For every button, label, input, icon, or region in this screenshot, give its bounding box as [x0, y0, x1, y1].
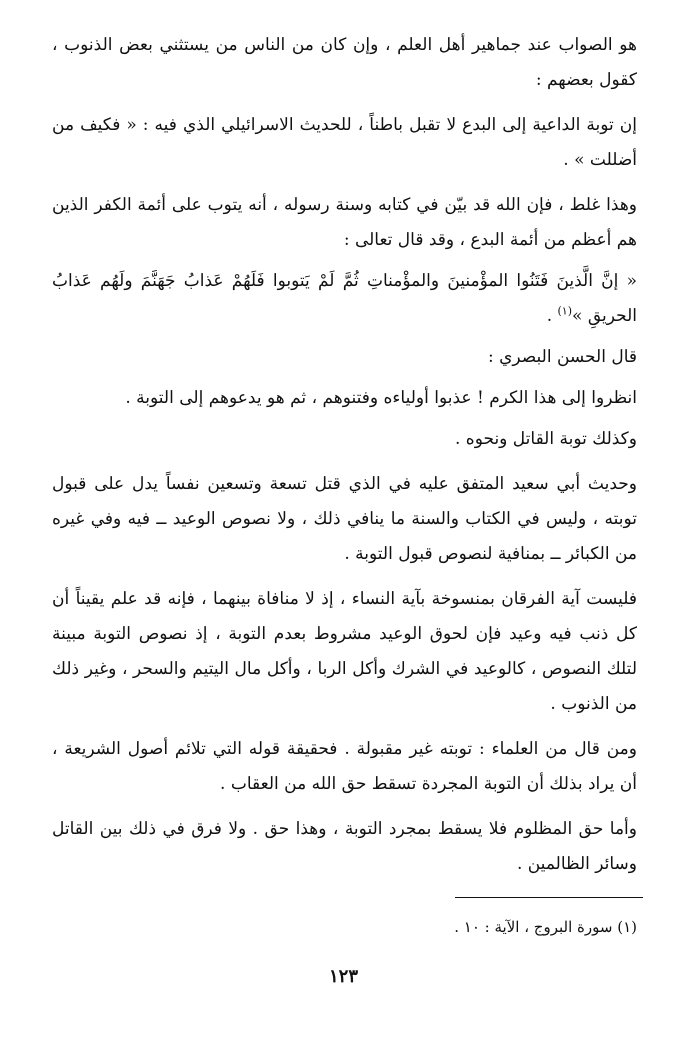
paragraph-scholars: ومن قال من العلماء : توبته غير مقبولة . فحقيقة قوله التي تلائم أصول الشريعة ، أن يراد بذلك أن التوبة المجردة تسقط حق الله من العقاب . — [52, 739, 637, 794]
paragraph-hadith: وحديث أبي سعيد المتفق عليه في الذي قتل تسعة وتسعين نفساً يدل على قبول توبته ، وليس في الكتاب والسنة ما ينافي ذلك ، ولا نصوص الوعيد ــ فيه وفي غيره من الكبائر ــ بمنافية لنصوص قبول التوبة . — [52, 474, 637, 564]
footnote-marker: (١) — [557, 304, 573, 318]
paragraph-2: إن توبة الداعية إلى البدع لا تقبل باطناً ، للحديث الاسرائيلي الذي فيه : « فكيف من أضللت » . — [52, 115, 637, 170]
quran-verse: « إنَّ الَّذينَ فَتَنُوا المؤْمنينَ والمؤْمناتِ ثُمَّ لَمْ يَتوبوا فَلَهُمْ عَذابُ جَهَنَّمَ ولَهُم عَذابُ الحريقِ »$^{(١)}$ . — [52, 271, 637, 326]
paragraph-1: هو الصواب عند جماهير أهل العلم ، وإن كان من الناس من يستثني بعض الذنوب ، كقول بعضهم : — [52, 35, 637, 90]
footnote: (١) سورة البروج ، الآية : ١٠ . — [454, 918, 637, 936]
main-text — [52, 28, 637, 888]
paragraph-3: وهذا غلط ، فإن الله قد بيّن في كتابه وسنة رسوله ، أنه يتوب على أئمة الكفر الذين هم أعظم من أئمة البدع ، وقد قال تعالى : — [52, 195, 637, 250]
paragraph-killer: وكذلك توبة القاتل ونحوه . — [454, 429, 637, 449]
page-number: ١٢٣ — [328, 966, 358, 987]
paragraph-furqan: فليست آية الفرقان بمنسوخة بآية النساء ، إذ لا منافاة بينهما ، فإنه قد علم يقيناً أن كل ذنب فيه وعيد فإن لحوق الوعيد مشروط بعدم التوبة ، إذ نصوص التوبة مبينة لتلك النصوص ، كالوعيد في الشرك وأكل الربا ، وأكل مال اليتيم والسحر ، وغير ذلك من الذنوب . — [52, 589, 637, 714]
paragraph-quote: انظروا إلى هذا الكرم ! عذبوا أولياءه وفتنوهم ، ثم هو يدعوهم إلى التوبة . — [125, 388, 637, 408]
paragraph-hasan: قال الحسن البصري : — [487, 347, 637, 367]
footnote-divider — [455, 897, 643, 898]
paragraph-oppressed: وأما حق المظلوم فلا يسقط بمجرد التوبة ، وهذا حق . ولا فرق في ذلك بين القاتل وسائر الظالمين . — [52, 819, 637, 874]
